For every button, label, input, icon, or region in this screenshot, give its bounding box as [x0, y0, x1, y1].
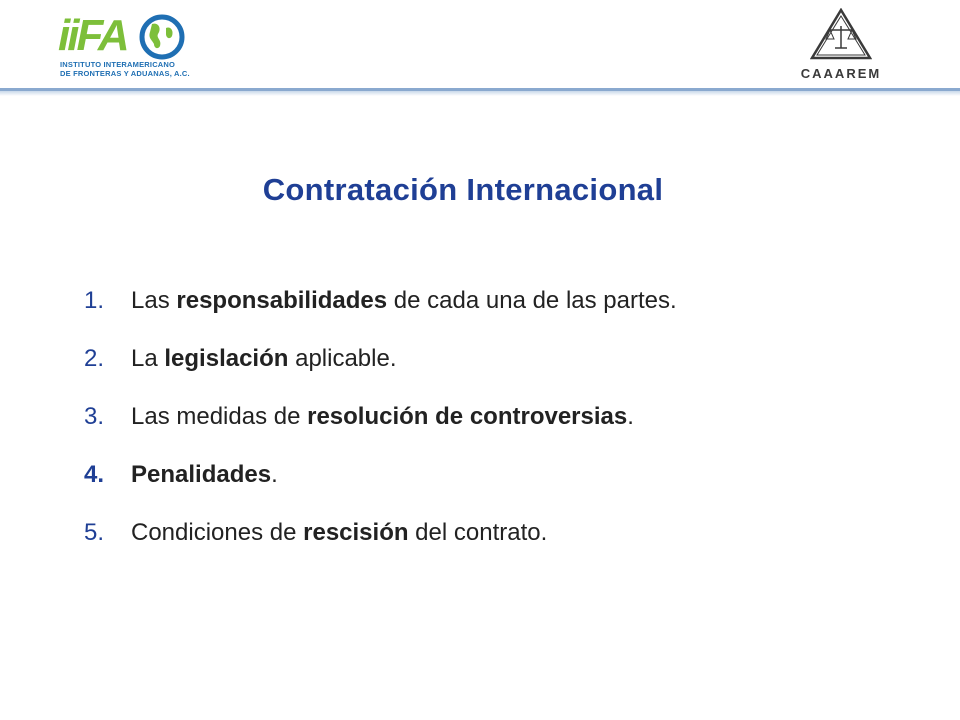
list-item-number: 5. [84, 519, 105, 546]
list-item-emphasis: Penalidades [131, 461, 272, 488]
list-item-segment: Las [131, 287, 177, 314]
list-item [84, 458, 904, 516]
list-item-number: 3. [84, 403, 105, 430]
list-item [84, 342, 904, 400]
list-item-text [131, 516, 547, 550]
list-item-number: 4. [84, 461, 105, 488]
slide-header [0, 0, 960, 96]
iifa-subtitle-line2: DE FRONTERAS Y ADUANAS, A.C. [60, 69, 190, 78]
scales-of-justice-icon [810, 8, 872, 60]
list-item-number: 2. [84, 345, 105, 372]
list-item-segment: de cada una de las partes. [387, 287, 677, 314]
header-divider [0, 88, 960, 96]
list-item-segment: Condiciones de [131, 519, 304, 546]
list-item-segment: La [131, 345, 165, 372]
list-item [84, 400, 904, 458]
numbered-list [84, 284, 904, 574]
slide-title: Contratación Internacional [262, 172, 664, 207]
list-item-number: 1. [84, 287, 105, 314]
list-item [84, 284, 904, 342]
list-item-segment: Las medidas de [131, 403, 308, 430]
list-item-text [131, 400, 634, 434]
iifa-wordmark: iiFA [58, 11, 127, 60]
list-item-emphasis: legislación [164, 345, 289, 372]
list-item-emphasis: resolución de controversias [307, 403, 628, 430]
globe-icon [136, 14, 188, 60]
list-item-text [131, 458, 278, 492]
list-item-segment: . [271, 461, 278, 488]
caaarem-name: CAAAREM [800, 66, 882, 81]
iifa-logo [58, 11, 190, 80]
list-item-segment: del contrato. [408, 519, 548, 546]
list-item-text [131, 284, 677, 318]
caaarem-logo [788, 8, 898, 80]
list-item-emphasis: responsabilidades [176, 287, 388, 314]
iifa-subtitle-line1: INSTITUTO INTERAMERICANO [60, 60, 176, 69]
list-item-text [131, 342, 397, 376]
list-item-emphasis: rescisión [303, 519, 409, 546]
iifa-subtitle [60, 60, 200, 78]
list-item-segment: aplicable. [288, 345, 397, 372]
list-item [84, 516, 904, 574]
list-item-segment: . [627, 403, 634, 430]
